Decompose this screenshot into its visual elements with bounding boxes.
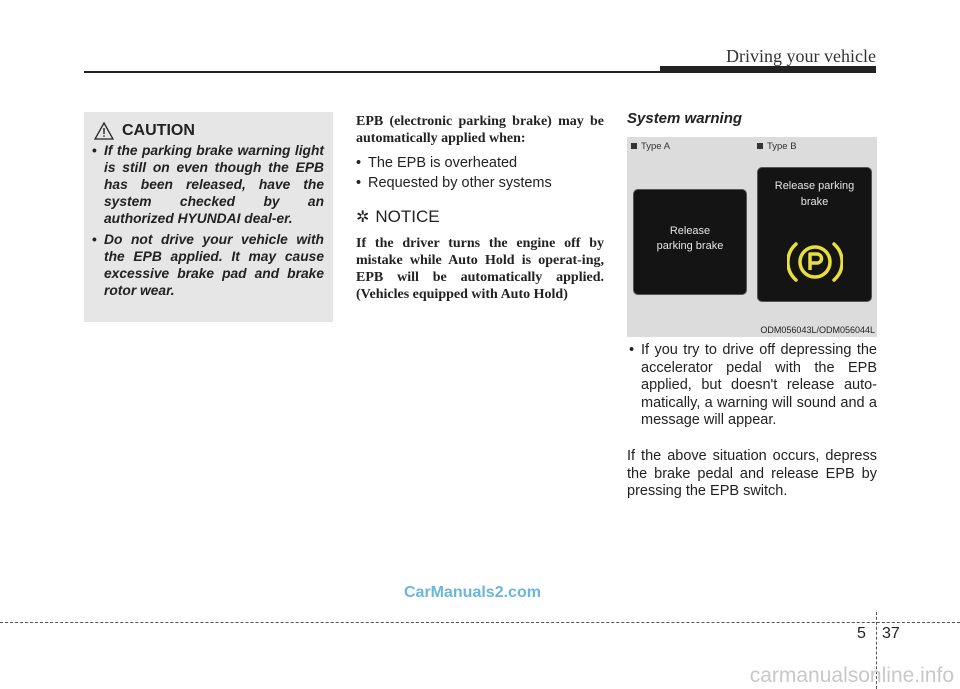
caution-list [90, 142, 324, 303]
notice-header [356, 207, 604, 227]
system-warning-text [627, 342, 877, 501]
header-rule [84, 71, 660, 73]
header-rule-accent [660, 66, 876, 73]
system-warning-paragraph: If the above situation occurs, depress the brake pedal and release EPB by pressing the EPB switch. [627, 447, 877, 500]
epb-conditions-list [356, 153, 604, 193]
list-item: • The EPB is overheated [356, 155, 518, 171]
notice-body: If the driver turns the engine off by mistake while Auto Hold is operat-ing, EPB will be automatically applied. (Vehicles equipped with Auto Hold) [356, 236, 604, 302]
display-a-message: Release parking brake [656, 225, 724, 252]
footer-rule [0, 622, 960, 623]
warning-triangle-icon [94, 122, 114, 140]
caution-title: CAUTION [122, 122, 195, 139]
chapter-number: 5 [857, 625, 866, 642]
cluster-display-type-a [633, 189, 747, 295]
site-watermark: carmanualsonline.info [749, 664, 954, 687]
system-warning-list [627, 342, 877, 430]
parking-brake-warning-icon [787, 239, 843, 285]
warning-display-figure [627, 137, 877, 337]
list-item: • If you try to drive off depressing the accelerator pedal with the EPB applied, but doesn't release auto-matically, a warning will sound and a message will appear. [629, 342, 877, 429]
epb-intro: EPB (electronic parking brake) may be automatically applied when: [356, 114, 604, 146]
square-bullet-icon [757, 143, 763, 149]
square-bullet-icon [631, 143, 637, 149]
page-number: 37 [882, 625, 900, 642]
type-a-label: Type A [631, 141, 670, 152]
figure-code: ODM056043L/ODM056044L [760, 325, 875, 335]
section-title: Driving your vehicle [726, 46, 876, 66]
caution-header [94, 122, 195, 140]
caution-box [84, 112, 333, 322]
caution-item: • If the parking brake warning light is still on even though the EPB has been released, have the system checked by an authorized HYUNDAI deal-er. [92, 143, 324, 226]
system-warning-title: System warning [627, 110, 743, 127]
watermark-link[interactable]: CarManuals2.com [404, 584, 541, 601]
notice-title: NOTICE [375, 207, 440, 226]
epb-auto-apply-section [356, 113, 604, 303]
notice-cross-icon: ✲ [356, 209, 370, 226]
cluster-display-type-b [757, 167, 872, 302]
list-item: • Requested by other systems [356, 175, 552, 191]
caution-item: • Do not drive your vehicle with the EPB applied. It may cause excessive brake pad and brake rotor wear. [92, 232, 324, 298]
type-b-label: Type B [757, 141, 797, 152]
display-b-message: Release parking brake [774, 180, 855, 208]
